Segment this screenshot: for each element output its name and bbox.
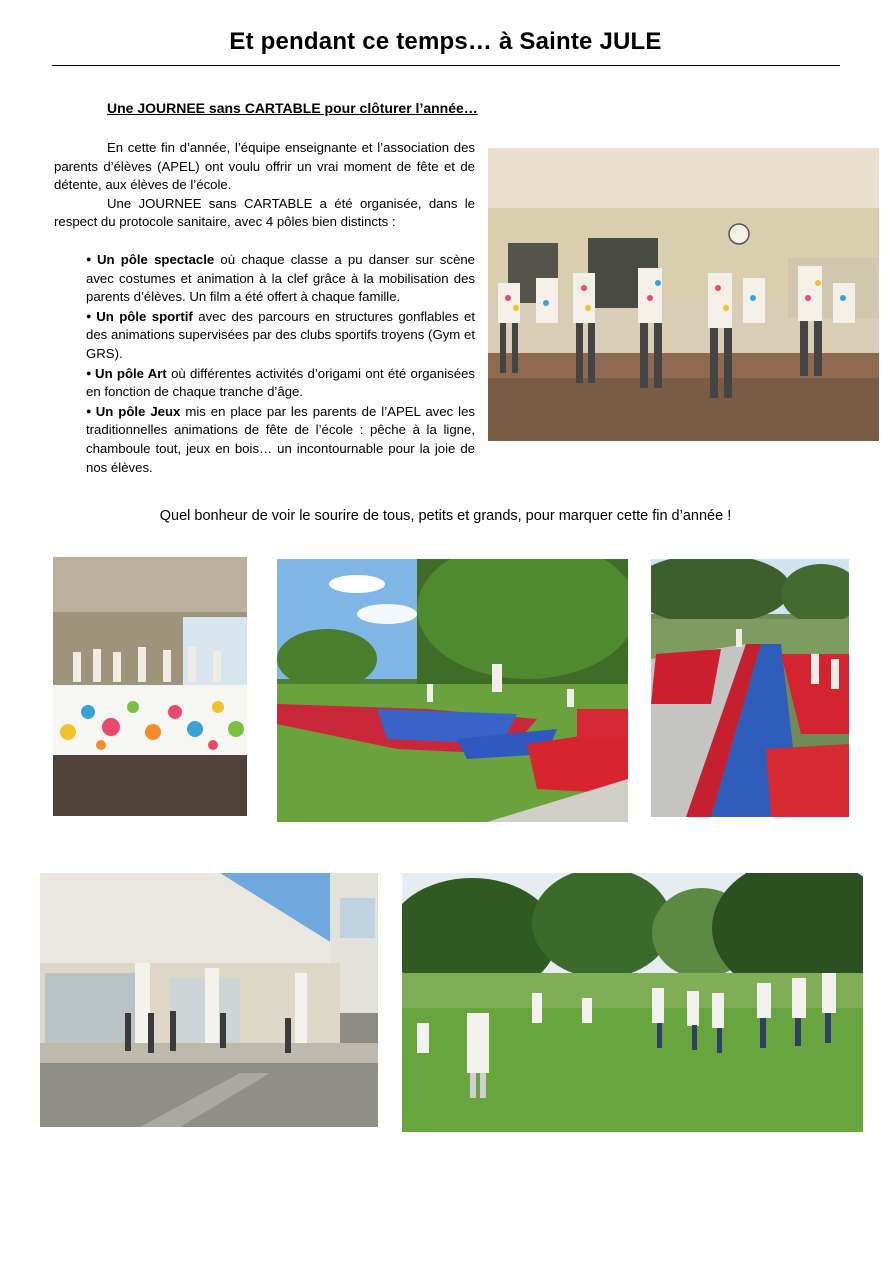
pole-text: avec des parcours en structures gonflables et des animations supervisées par des clubs sportifs troyens (Gym et GRS). [86, 308, 475, 361]
bullet-icon: ● [86, 367, 93, 378]
conclusion-text: Quel bonheur de voir le sourire de tous, petits et grands, pour marquer cette fin d’année ! [159, 508, 732, 524]
bullet-icon: ● [86, 405, 93, 416]
organisation-paragraph: Une JOURNEE sans CARTABLE a été organisée, dans le respect du protocole sanitaire, avec 4 pôles bien distincts : [54, 195, 475, 230]
pole-name: Un pôle spectacle [96, 251, 215, 267]
section-subtitle: Une JOURNEE sans CARTABLE pour clôturer l’année… [107, 100, 478, 116]
photo-children-dancing-stage [488, 148, 879, 441]
page-title: Et pendant ce temps… à Sainte JULE [229, 28, 662, 55]
list-item [86, 250, 475, 307]
pole-text: mis en place par les parents de l’APEL avec les traditionnelles animations de fête de l’école : pêche à la ligne, chamboule tout, jeux en bois… un incontournable pour la joie de nos élèves. [86, 403, 475, 475]
pole-text: où chaque classe a pu danser sur scène avec costumes et animation à la clef grâce à la mobilisation des parents d’élèves. Un film a été offert à chaque famille. [86, 251, 475, 305]
article-body [54, 139, 475, 477]
bullet-icon: ● [86, 253, 94, 264]
photo-school-building [40, 873, 378, 1127]
bullet-icon: ● [86, 310, 94, 321]
list-item [86, 402, 475, 477]
title-divider [52, 65, 840, 66]
photo-gym-mats-tumbling-track [651, 559, 849, 817]
photo-stage-decorated-dots [53, 557, 247, 816]
list-item [86, 307, 475, 364]
intro-paragraph: En cette fin d’année, l’équipe enseignante et l’association des parents d’élèves (APEL) ont voulu offrir un vrai moment de fête et de détente, aux élèves de l’école. [54, 140, 475, 193]
pole-name: Un pôle sportif [96, 308, 193, 324]
poles-list [86, 250, 475, 477]
pole-name: Un pôle Art [95, 365, 167, 381]
photo-gym-mats-lawn [277, 559, 628, 822]
list-item [86, 364, 475, 402]
photo-children-dancing-lawn [402, 873, 863, 1132]
pole-text: où différentes activités d’origami ont été organisées en fonction de chaque tranche d’âge. [86, 365, 476, 400]
pole-name: Un pôle Jeux [95, 403, 181, 419]
